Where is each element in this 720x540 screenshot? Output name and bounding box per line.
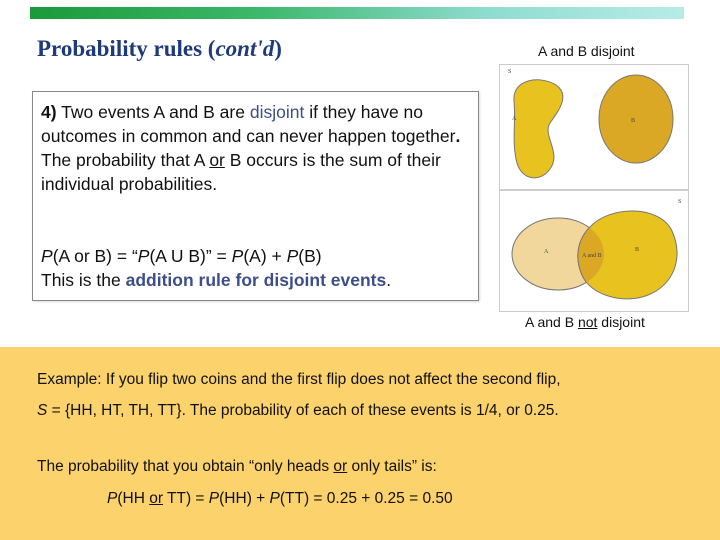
example-line-2: S = {HH, HT, TH, TT}. The probability of each of these events is 1/4, or 0.25.: [37, 402, 559, 419]
addition-rule-formula: P(A or B) = “P(A U B)” = P(A) + P(B) This is the addition rule for disjoint events.: [41, 246, 392, 290]
example-calculation: P(HH or TT) = P(HH) + P(TT) = 0.25 + 0.25 = 0.50: [107, 490, 453, 507]
sample-space-label: S: [508, 69, 512, 75]
decorative-top-bar: [30, 7, 684, 19]
rule-paragraph: 4) Two events A and B are disjoint if they have no outcomes in common and can never happen together. The probability that A or B occurs is the sum of their individual probabilities.: [41, 102, 461, 194]
rule-text-box: [32, 91, 479, 301]
example-line-1: Example: If you flip two coins and the first flip does not affect the second flip,: [37, 371, 561, 388]
not-disjoint-diagram-caption: A and B not disjoint: [525, 314, 645, 330]
example-panel: [0, 347, 720, 540]
disjoint-venn-diagram: [499, 64, 689, 190]
set-a-shape: [514, 80, 563, 178]
sample-space-label: S: [678, 199, 682, 205]
set-b-label: B: [635, 247, 640, 253]
intersection-label: A and B: [582, 253, 602, 259]
example-line-3: The probability that you obtain “only heads or only tails” is:: [37, 458, 437, 475]
set-a-label: A: [544, 249, 549, 255]
set-b-label: B: [631, 118, 636, 124]
set-a-label: A: [512, 116, 517, 122]
page-title: Probability rules (cont'd): [37, 36, 282, 61]
set-b-shape: [599, 75, 673, 163]
overlapping-venn-diagram: [499, 190, 689, 312]
disjoint-diagram-caption: A and B disjoint: [538, 43, 635, 59]
